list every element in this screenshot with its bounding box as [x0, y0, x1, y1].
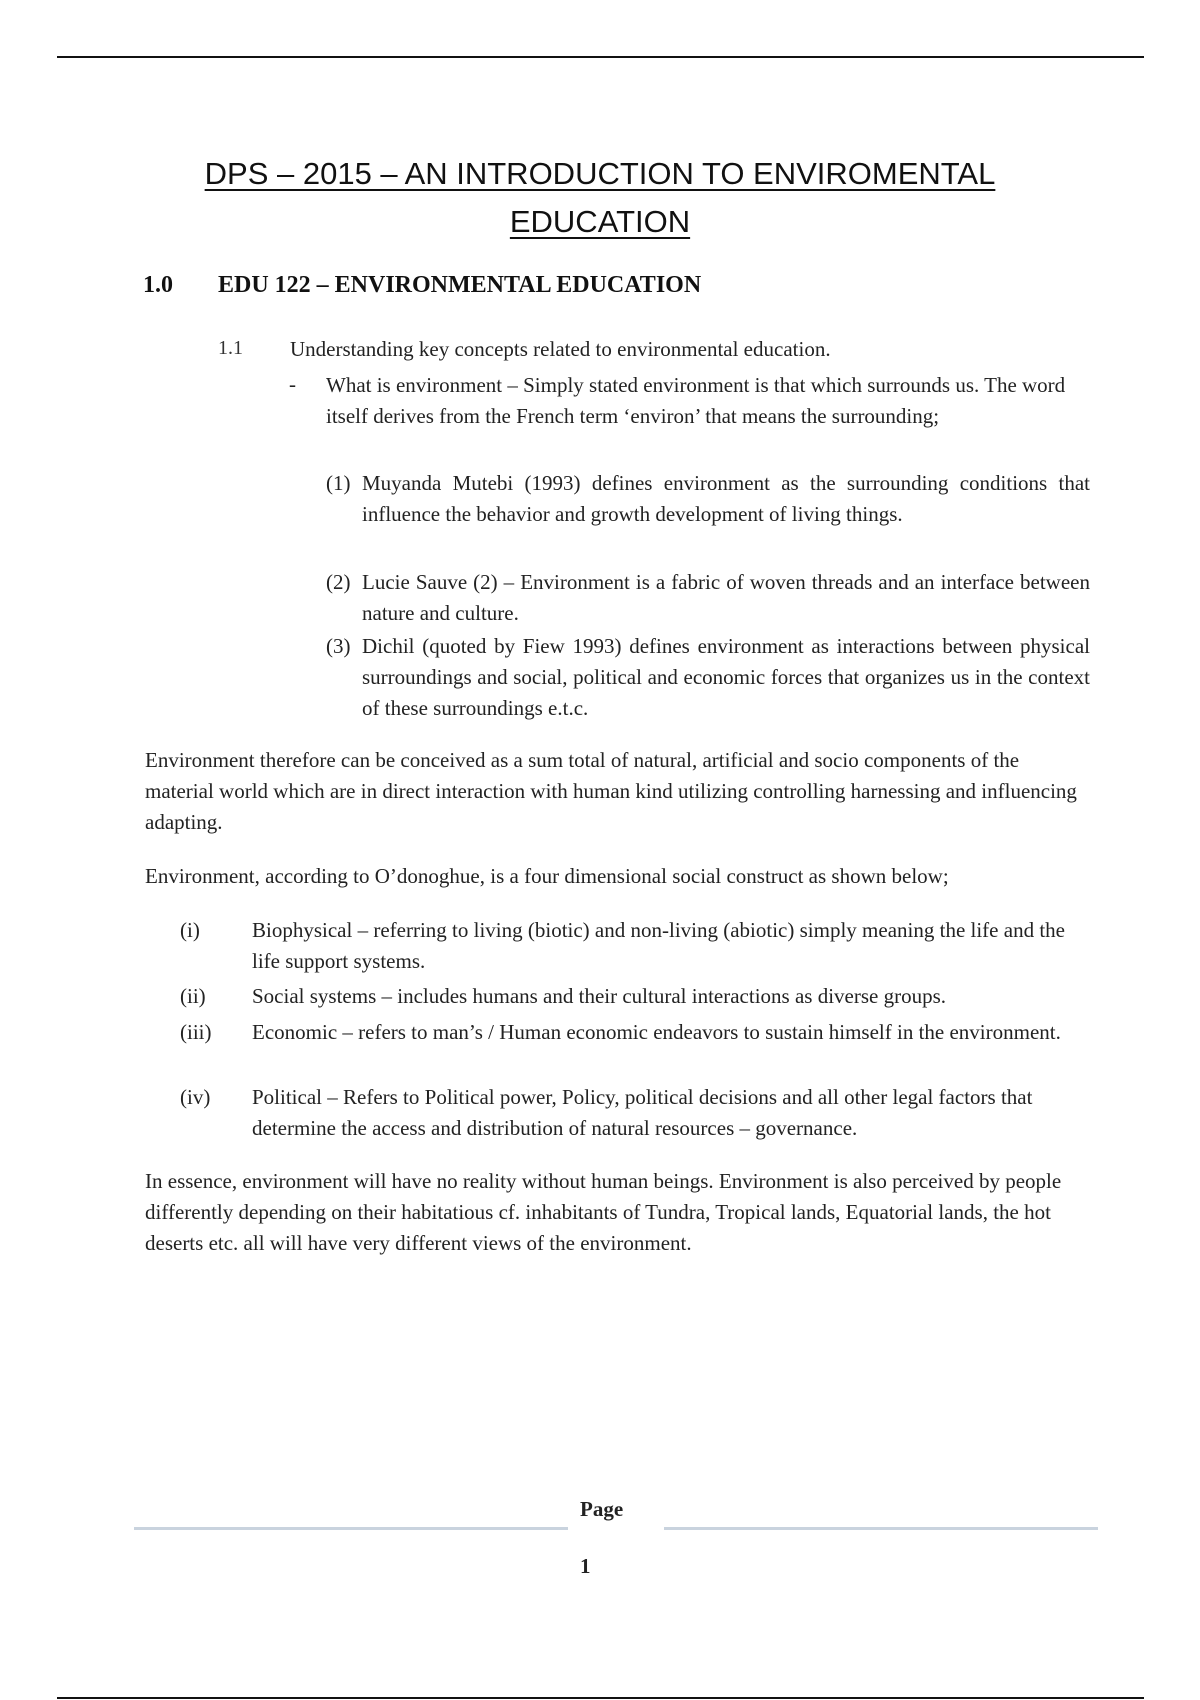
dimension-number: (iv): [180, 1085, 211, 1109]
definition-item: [326, 631, 1090, 724]
paragraph-environment-definition: Environment therefore can be conceived as a sum total of natural, artificial and socio components of the material world which are in direct interaction with human kind utilizing controlling harnessing and influencing adapting.: [145, 748, 1077, 834]
bullet-dash: -: [289, 372, 296, 396]
dimension-item: [180, 981, 1080, 1012]
definition-item: [326, 468, 1090, 530]
title-line-2: EDUCATION: [509, 204, 691, 239]
footer-page-number: 1: [580, 1554, 591, 1578]
top-rule: [57, 56, 1144, 58]
footer-line-left: [134, 1527, 568, 1530]
subsection-title: Understanding key concepts related to environmental education.: [290, 337, 831, 361]
definition-text: Lucie Sauve (2) – Environment is a fabric of woven threads and an interface between nature and culture.: [362, 570, 1090, 625]
title-line-1: DPS – 2015 – AN INTRODUCTION TO ENVIROMENTAL: [204, 156, 996, 191]
bullet-paragraph: What is environment – Simply stated environment is that which surrounds us. The word itself derives from the French term ‘environ’ that means the surrounding;: [326, 373, 1066, 428]
definition-item: [326, 567, 1090, 629]
dimension-number: (ii): [180, 984, 206, 1008]
dimension-item: [180, 915, 1080, 977]
dimension-text: Biophysical – referring to living (biotic) and non-living (abiotic) simply meaning the life and the life support systems.: [252, 918, 1065, 973]
dimension-number: (iii): [180, 1020, 212, 1044]
dimension-text: Political – Refers to Political power, Policy, political decisions and all other legal factors that determine the access and distribution of natural resources – governance.: [252, 1085, 1033, 1140]
footer-line-right: [664, 1527, 1098, 1530]
document-title: [0, 150, 1200, 246]
definition-number: (1): [326, 471, 351, 495]
definition-text: Muyanda Mutebi (1993) defines environment as the surrounding conditions that influence the behavior and growth development of living things.: [362, 471, 1090, 526]
paragraph-four-dimensions-intro: Environment, according to O’donoghue, is a four dimensional social construct as shown below;: [145, 864, 949, 888]
bottom-rule: [57, 1697, 1144, 1699]
definition-text: Dichil (quoted by Fiew 1993) defines environment as interactions between physical surroundings and social, political and economic forces that organizes us in the context of these surroundings e.t.c.: [362, 634, 1090, 720]
dimension-item: [180, 1082, 1080, 1144]
section-number: 1.0: [143, 272, 173, 298]
footer-page-label: Page: [580, 1497, 624, 1521]
definition-number: (3): [326, 634, 351, 658]
definition-number: (2): [326, 570, 351, 594]
dimension-text: Social systems – includes humans and their cultural interactions as diverse groups.: [252, 984, 947, 1008]
dimension-item: [180, 1017, 1080, 1048]
dimension-text: Economic – refers to man’s / Human economic endeavors to sustain himself in the environment.: [252, 1020, 1061, 1044]
section-title: EDU 122 – ENVIRONMENTAL EDUCATION: [218, 272, 702, 298]
paragraph-essence: In essence, environment will have no reality without human beings. Environment is also perceived by people differently depending on their habitatious cf. inhabitants of Tundra, Tropical lands, Equatorial lands, the hot deserts etc. all will have very different views of the environment.: [145, 1169, 1062, 1255]
dimension-number: (i): [180, 918, 200, 942]
subsection-number: 1.1: [218, 337, 243, 359]
